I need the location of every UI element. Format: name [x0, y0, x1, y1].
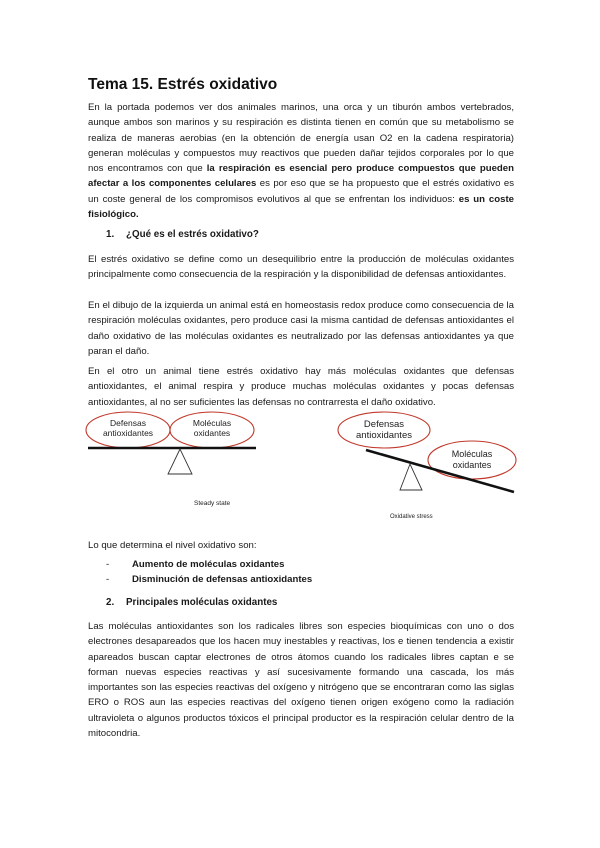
- determinants-intro: [88, 538, 514, 553]
- left-fig-right-label-1: Moléculas: [192, 418, 232, 428]
- intro-paragraph: [88, 100, 514, 222]
- section-2-title: Principales moléculas oxidantes: [126, 597, 278, 608]
- left-fig-left-label-1: Defensas: [110, 418, 146, 428]
- intro-bold-2: es un coste fisiológico.: [88, 193, 514, 221]
- right-fig-right-label-1: Moléculas: [451, 449, 493, 459]
- intro-text-2: es por eso que se ha propuesto que el estrés oxidativo es un coste general de los compromisos evolutivos al que se enfrentan los individuos:: [88, 178, 515, 205]
- list-item: [106, 559, 284, 570]
- paragraph-right-drawing: [88, 364, 514, 410]
- right-fig-right-label-2: oxidantes: [452, 460, 492, 470]
- paragraph-left-drawing-text: En el dibujo de la izquierda un animal está en homeostasis redox produce como consecuencia de la respiración moléculas oxidantes, pero produce casi la misma cantidad de defensas antioxidantes el daño oxidativo de las moléculas oxidantes es neutralizado por las defensas antioxidantes ya que paran el daño.: [88, 300, 514, 357]
- left-fig-left-label-2: antioxidantes: [102, 428, 154, 438]
- section-2-number: 2.: [106, 597, 115, 608]
- fulcrum-triangle-right: [400, 464, 422, 490]
- bullet-dash: -: [106, 574, 110, 585]
- paragraph-left-drawing: [88, 298, 514, 359]
- bullet-text-oxidants: Aumento de moléculas oxidantes: [132, 559, 285, 570]
- right-fig-left-label-2: antioxidantes: [356, 430, 412, 441]
- paragraph-definition-text: El estrés oxidativo se define como un desequilibrio entre la producción de moléculas oxidantes principalmente como consecuencia de la respiración y la disponibilidad de defensas antioxidantes.: [88, 254, 514, 281]
- paragraph-definition: [88, 252, 514, 283]
- bullet-dash: -: [106, 559, 110, 570]
- oxidative-stress-figure: [330, 408, 520, 528]
- intro-text-1: En la portada podemos ver dos animales marinos, una orca y un tiburón ambos vertebrados, aunque ambos son marinos y su respiración es distinta tienen en común que su metabolismo se realiza de maneras aerobias (en la obtención de energía usan O2 en la cadena respiratoria) generan moléculas y compuestos muy reactivos que pueden dañar tejidos corporales por lo que nos encontramos con que: [88, 102, 514, 175]
- section-2-heading: [106, 597, 277, 608]
- steady-state-figure: [84, 408, 260, 528]
- section-1-number: 1.: [106, 229, 115, 240]
- page-title: Tema 15. Estrés oxidativo: [88, 76, 278, 93]
- paragraph-oxidant-molecules-text: Las moléculas antioxidantes son los radicales libres son especies bioquímicas con uno o dos electrones desapareados que los hacen muy inestables y reactivas, los e tienen tendencia a existir apareados buscan captar electrones de otros átomos cuando los radicales libres captan e se forman nuevas especies reactivas y así sucesivamente formando una cascada, los más importantes son las especies reactivas del oxígeno y nitrógeno que se encontraran como las siglas ERO o ROS aun las especies reactivas del oxígeno tienen origen exógeno como la radiación ultravioleta o algunos productos tóxicos el principal productor es la respiración celular dentro de la mitocondria.: [88, 621, 514, 740]
- right-fig-left-label-1: Defensas: [363, 419, 405, 430]
- left-fig-right-label-2: oxidantes: [193, 428, 231, 438]
- paragraph-oxidant-molecules: [88, 619, 514, 741]
- paragraph-right-drawing-text: En el otro un animal tiene estrés oxidativo hay más moléculas oxidantes que defensas antioxidantes, el animal respira y produce muchas moléculas oxidantes y pocas defensas antioxidantes, al no ser suficientes las defensas no contrarresta el daño oxidativo.: [88, 366, 514, 408]
- list-item: [106, 574, 312, 585]
- intro-bold-1: la respiración es esencial pero produce compuestos que pueden afectar a los componentes celulares: [88, 163, 514, 190]
- right-fig-caption: Oxidative stress: [390, 514, 433, 520]
- bullet-text-antioxidants: Disminución de defensas antioxidantes: [132, 574, 313, 585]
- section-1-heading: [106, 229, 259, 240]
- fulcrum-triangle: [168, 449, 192, 474]
- determinants-intro-text: Lo que determina el nivel oxidativo son:: [88, 540, 257, 551]
- left-fig-caption: Steady state: [194, 500, 231, 507]
- section-1-title: ¿Qué es el estrés oxidativo?: [126, 229, 259, 240]
